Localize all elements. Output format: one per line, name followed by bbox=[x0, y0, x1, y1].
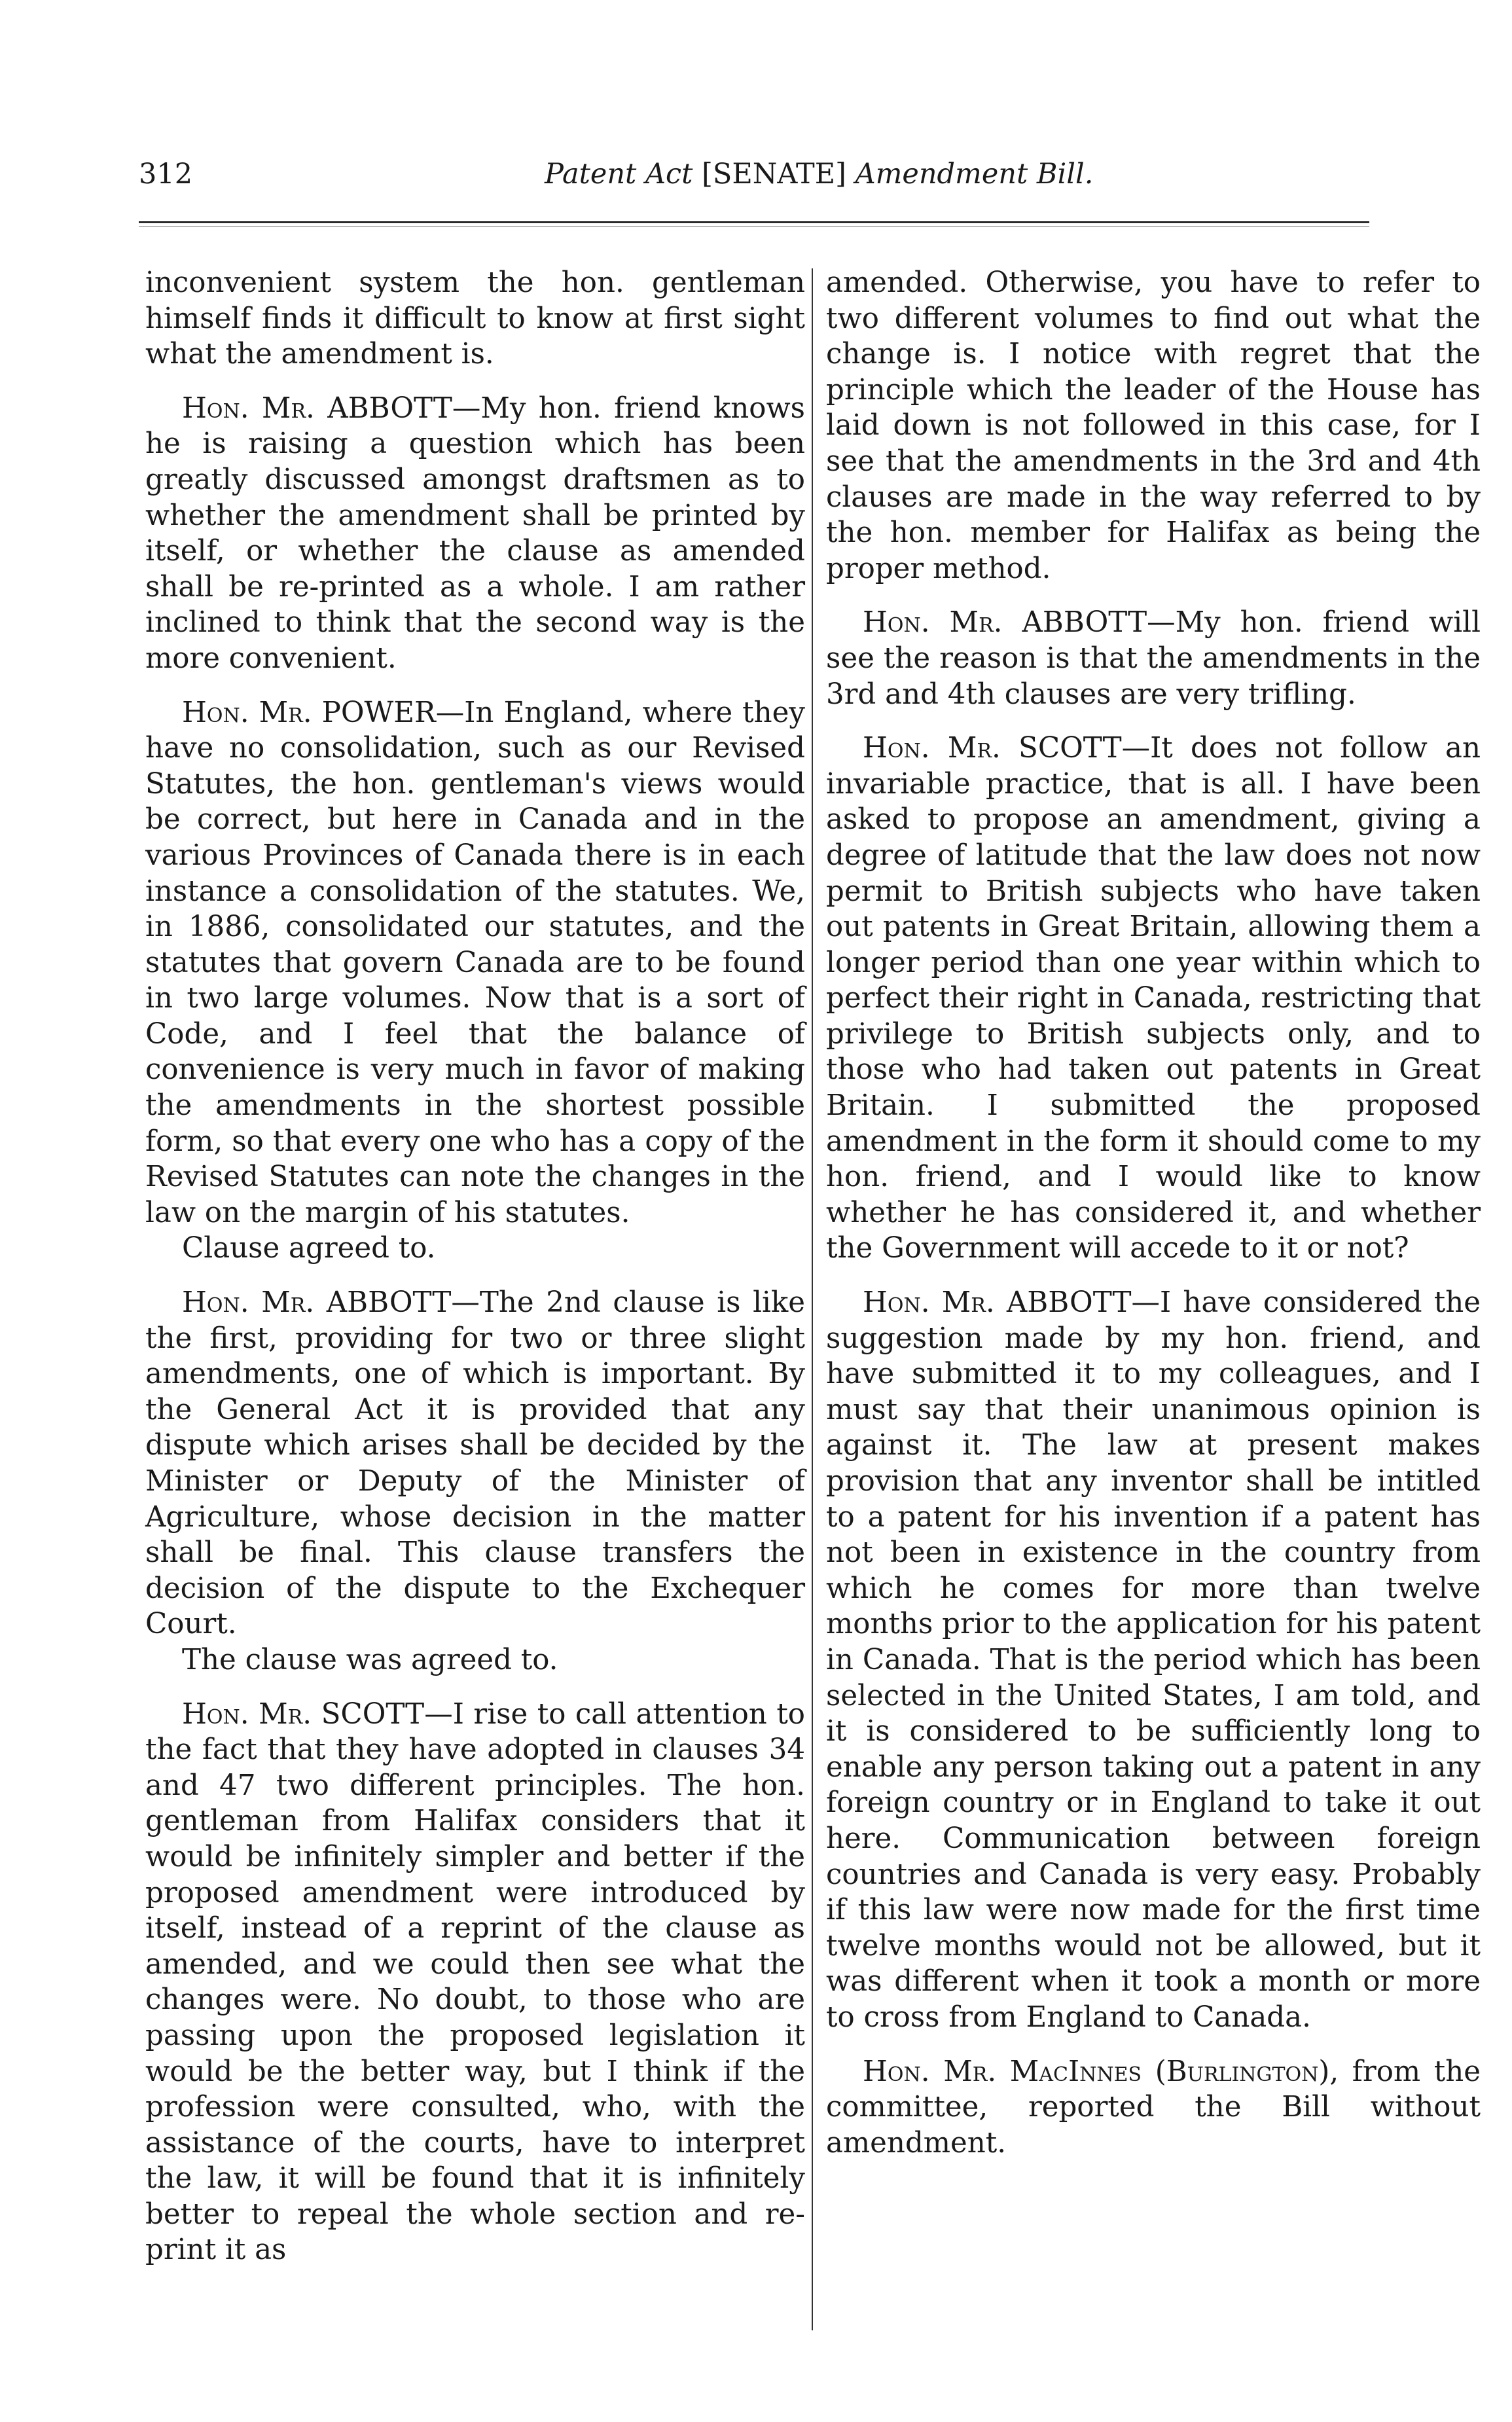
paragraph bbox=[826, 1285, 1481, 2035]
speaker-name: Hon. Mr. ABBOTT— bbox=[182, 391, 481, 425]
right-column bbox=[826, 265, 1481, 2161]
running-title-mid: [SENATE] bbox=[702, 158, 846, 190]
page-number: 312 bbox=[139, 158, 193, 190]
paragraph-text: It does not follow an invariable practice, that is all. I have been asked to propose an amendment, giving a degree of latitude that the law does not now permit to British subjects who have taken out patents in Great Britain, allowing them a longer period than one year within which to perfect their right in Canada, restricting that privilege to British subjects only, and to those who had taken out patents in Great Britain. I submitted the proposed amendment in the form it should come to my hon. friend, and I would like to know whether he has considered it, and whether the Government will accede to it or not? bbox=[826, 732, 1481, 1265]
speaker-name: Hon. Mr. MacInnes (Burlington), bbox=[863, 2055, 1352, 2088]
paragraph-text: My hon. friend knows he is raising a question which has been greatly discussed amongst draftsmen as to whether the amendment shall be printed by itself, or whether the clause as amended shall be re-printed as a whole. I am rather inclined to think that the second way is the more convenient. bbox=[145, 391, 806, 675]
paragraph-text: The 2nd clause is like the first, providing for two or three slight amendments, one of which is important. By the General Act it is provided that any dispute which arises shall be decided by the Minister or Deputy of the Minister of Agriculture, whose decision in the matter shall be final. This clause transfers the decision of the dispute to the Exchequer Court. bbox=[145, 1286, 805, 1641]
paragraph bbox=[145, 1642, 805, 1678]
left-column bbox=[145, 265, 805, 2268]
paragraph-text: My hon. friend will see the reason is that the amendments in the 3rd and 4th clauses are very trifling. bbox=[826, 606, 1481, 711]
paragraph bbox=[145, 1285, 805, 1642]
paragraph bbox=[145, 391, 805, 677]
paragraph bbox=[145, 265, 805, 372]
header-rule-thin bbox=[139, 226, 1369, 227]
speaker-name: Hon. Mr. ABBOTT— bbox=[863, 1286, 1161, 1320]
page-header bbox=[139, 154, 1369, 194]
speaker-name: Hon. Mr. ABBOTT— bbox=[863, 606, 1176, 640]
paragraph bbox=[826, 605, 1481, 712]
paragraph-text: I have considered the suggestion made by my hon. friend, and have submitted it to my colleagues, and I must say that their unanimous opinion is against it. The law at present makes provision that any inventor shall be intitled to a patent for his invention if a patent has not been in existence in the country from which he comes for more than twelve months prior to the application for his patent in Canada. That is the period which has been selected in the United States, I am told, and it is considered to be sufficiently long to enable any person taking out a patent in any foreign country or in England to take it out here. Communication between foreign countries and Canada is very easy. Probably if this law were now made for the first time twelve months would not be allowed, but it was different when it took a month or more to cross from England to Canada. bbox=[826, 1286, 1481, 2034]
running-title-right: Amendment Bill. bbox=[855, 158, 1094, 190]
paragraph bbox=[145, 695, 805, 1231]
paragraph-text: The clause was agreed to. bbox=[182, 1643, 558, 1676]
paragraph bbox=[145, 1697, 805, 2269]
speaker-name: Hon. Mr. SCOTT— bbox=[863, 732, 1151, 765]
header-rule bbox=[139, 221, 1369, 223]
running-title bbox=[545, 154, 1093, 194]
paragraph bbox=[145, 1231, 805, 1267]
paragraph-text: inconvenient system the hon. gentleman himself finds it difficult to know at first sight what the amendment is. bbox=[145, 266, 805, 371]
paragraph-text: I rise to call attention to the fact that they have adopted in clauses 34 and 47 two different principles. The hon. gentleman from Halifax considers that it would be infinitely simpler and better if the proposed amendment were introduced by itself, instead of a reprint of the clause as amended, and we could then see what the changes were. No doubt, to those who are passing upon the proposed legislation it would be the better way, but I think if the profession were consulted, who, with the assistance of the courts, have to interpret the law, it will be found that it is infinitely better to repeal the whole section and re-print it as bbox=[145, 1697, 805, 2267]
speaker-name: Hon. Mr. SCOTT— bbox=[182, 1697, 453, 1731]
paragraph-text: Clause agreed to. bbox=[182, 1232, 436, 1265]
running-title-left: Patent Act bbox=[545, 158, 693, 190]
paragraph bbox=[826, 265, 1481, 587]
column-divider bbox=[812, 268, 813, 2330]
speaker-name: Hon. Mr. POWER— bbox=[182, 696, 465, 729]
speaker-name: Hon. Mr. ABBOTT— bbox=[182, 1286, 480, 1320]
paragraph-text: In England, where they have no consolidation, such as our Revised Statutes, the hon. gentleman's views would be correct, but here in Canada and in the various Provinces of Canada there is in each instance a consolidation of the statutes. We, in 1886, consolidated our statutes, and the statutes that govern Canada are to be found in two large volumes. Now that is a sort of Code, and I feel that the balance of convenience is very much in favor of making the amendments in the shortest possible form, so that every one who has a copy of the Revised Statutes can note the changes in the law on the margin of his statutes. bbox=[145, 696, 805, 1229]
paragraph bbox=[826, 731, 1481, 1267]
paragraph-text: amended. Otherwise, you have to refer to two different volumes to find out what the change is. I notice with regret that the principle which the leader of the House has laid down is not followed in this case, for I see that the amendments in the 3rd and 4th clauses are made in the way referred to by the hon. member for Halifax as being the proper method. bbox=[826, 266, 1481, 585]
paragraph bbox=[826, 2054, 1481, 2161]
paragraph-text: from the committee, reported the Bill without amendment. bbox=[826, 2055, 1481, 2160]
